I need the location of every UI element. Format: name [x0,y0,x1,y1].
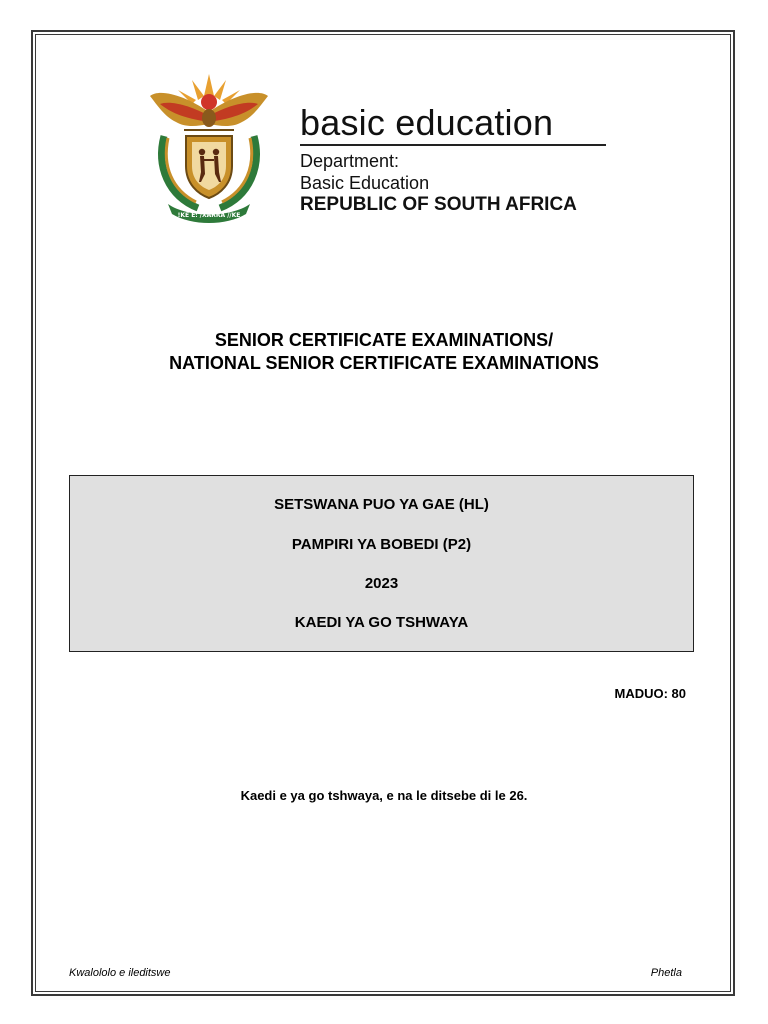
document-type: KAEDI YA GO TSHWAYA [294,614,469,631]
subject-name: SETSWANA PUO YA GAE (HL) [274,496,489,513]
subject-box [69,475,694,652]
turn-over-label: Phetla [650,967,682,979]
department-name: Basic Education [300,173,430,193]
copyright-notice: Kwalololo e ileditswe [69,967,171,979]
crest-motto: !KE E: /XARRA //KE [177,212,241,219]
department-label: Department: [300,151,400,171]
paper-number: PAMPIRI YA BOBEDI (P2) [291,536,472,553]
department-logo [138,66,618,236]
exam-heading-line1: SENIOR CERTIFICATE EXAMINATIONS/ [214,330,554,350]
brand-title: basic education [300,102,554,143]
country-name: REPUBLIC OF SOUTH AFRICA [300,194,577,215]
exam-heading-line2: NATIONAL SENIOR CERTIFICATE EXAMINATIONS [169,353,599,373]
total-marks: MADUO: 80 [614,686,686,701]
coat-of-arms-icon [138,66,280,226]
pages-note: Kaedi e ya go tshwaya, e na le ditsebe di le 26. [240,788,528,803]
brand-divider [300,144,606,146]
exam-year: 2023 [364,575,399,592]
